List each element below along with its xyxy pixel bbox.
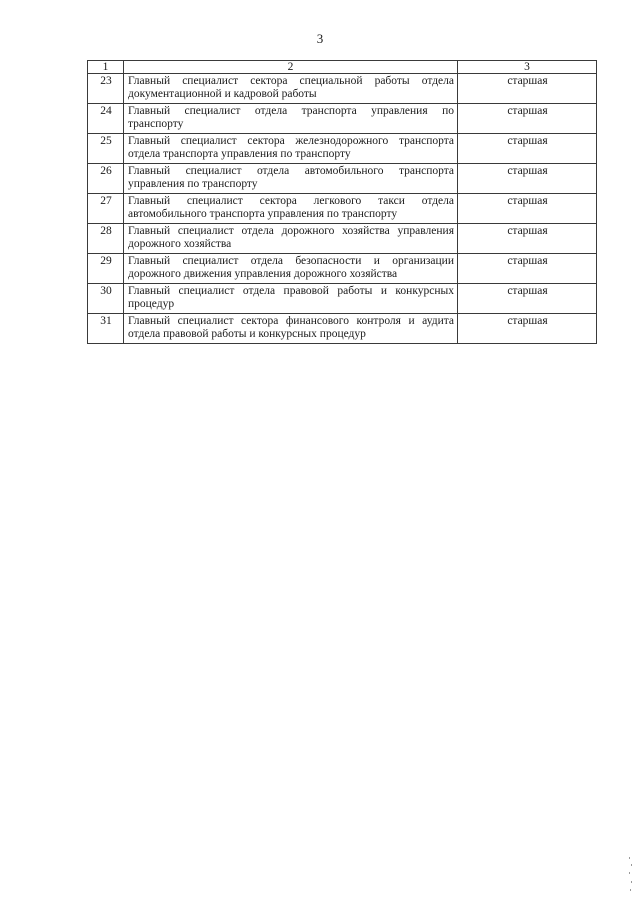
row-number: 25 — [88, 134, 124, 164]
scan-artifact — [628, 855, 632, 895]
position-name: Главный специалист сектора железнодорожного транспорта отдела транспорта управления по транспорту — [124, 134, 458, 164]
position-group: старшая — [458, 134, 597, 164]
position-name: Главный специалист отдела автомобильного транспорта управления по транспорту — [124, 164, 458, 194]
table-row — [88, 254, 597, 284]
table-header-row — [88, 61, 597, 74]
table-row — [88, 314, 597, 344]
column-header-number: 1 — [88, 61, 124, 74]
position-group: старшая — [458, 314, 597, 344]
table-row — [88, 134, 597, 164]
row-number: 27 — [88, 194, 124, 224]
row-number: 24 — [88, 104, 124, 134]
page-number: 3 — [316, 31, 324, 46]
position-name: Главный специалист сектора специальной работы отдела документационной и кадровой работы — [124, 74, 458, 104]
position-name: Главный специалист отдела безопасности и организации дорожного движения управления дорожного хозяйства — [124, 254, 458, 284]
position-name: Главный специалист сектора легкового такси отдела автомобильного транспорта управления по транспорту — [124, 194, 458, 224]
table-row — [88, 164, 597, 194]
table-row — [88, 284, 597, 314]
position-group: старшая — [458, 254, 597, 284]
row-number: 26 — [88, 164, 124, 194]
position-group: старшая — [458, 194, 597, 224]
position-group: старшая — [458, 284, 597, 314]
positions-table — [87, 60, 597, 344]
table-row — [88, 104, 597, 134]
position-name: Главный специалист отдела дорожного хозяйства управления дорожного хозяйства — [124, 224, 458, 254]
row-number: 31 — [88, 314, 124, 344]
position-group: старшая — [458, 164, 597, 194]
column-header-group: 3 — [458, 61, 597, 74]
row-number: 29 — [88, 254, 124, 284]
row-number: 28 — [88, 224, 124, 254]
position-name: Главный специалист отдела транспорта управления по транспорту — [124, 104, 458, 134]
position-name: Главный специалист сектора финансового контроля и аудита отдела правовой работы и конкурсных процедур — [124, 314, 458, 344]
row-number: 30 — [88, 284, 124, 314]
table-row — [88, 74, 597, 104]
table-row — [88, 194, 597, 224]
row-number: 23 — [88, 74, 124, 104]
position-group: старшая — [458, 74, 597, 104]
table-row — [88, 224, 597, 254]
position-name: Главный специалист отдела правовой работы и конкурсных процедур — [124, 284, 458, 314]
column-header-position: 2 — [124, 61, 458, 74]
position-group: старшая — [458, 104, 597, 134]
position-group: старшая — [458, 224, 597, 254]
